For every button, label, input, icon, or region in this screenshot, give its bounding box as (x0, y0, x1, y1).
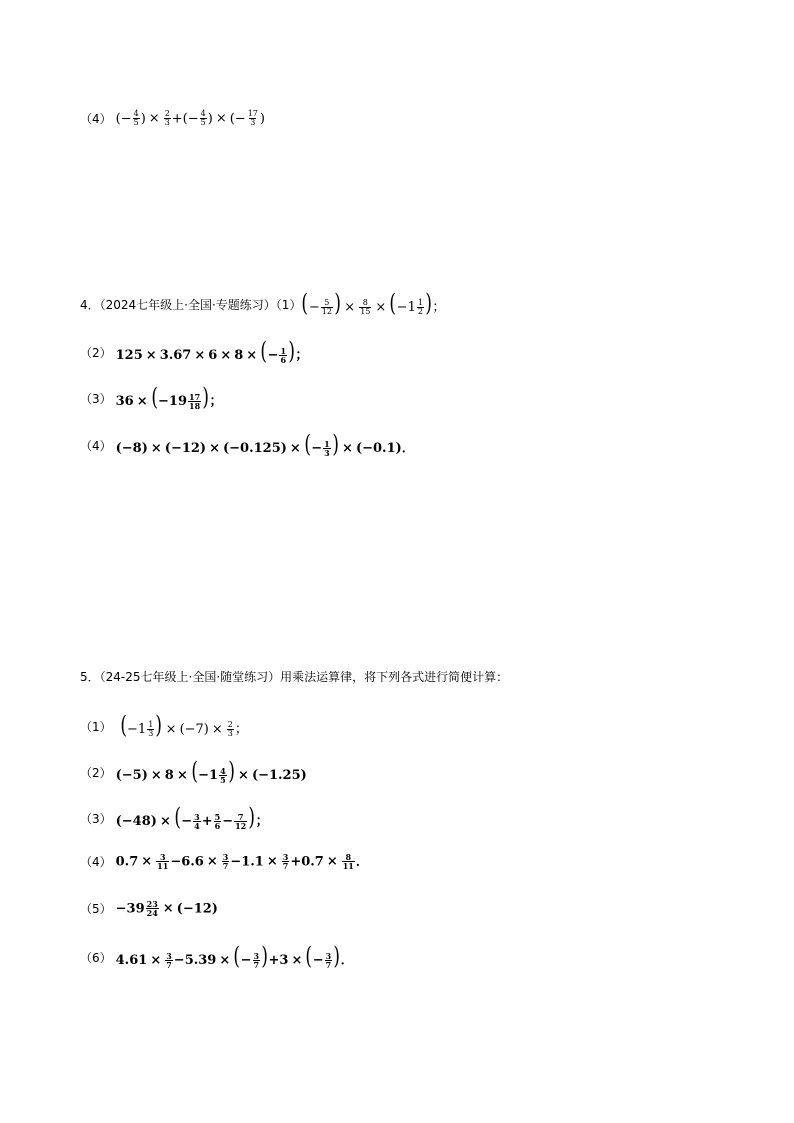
q4-item-2 (80, 337, 309, 365)
q3-item-4 (80, 110, 265, 128)
item-label: （6） (80, 950, 112, 965)
question-4-header (80, 289, 446, 317)
item-label: （1） (80, 719, 112, 734)
q5-item-6 (80, 942, 354, 970)
item-label: （2） (80, 345, 112, 360)
question-5-header (80, 671, 508, 683)
q4-item-4 (80, 430, 415, 458)
math-expression: (−48) × (− $\frac{3}{4}$ + $\frac{5}{6}$ − $\frac{7}{12}$ )； (115, 803, 269, 831)
item-label: （4） (80, 438, 112, 453)
math-expression: (−5) × 8 × (−1 $\frac{4}{5}$ ) × (−1.25) (115, 757, 307, 785)
q5-item-2 (80, 757, 307, 785)
item-label: （2） (80, 765, 112, 780)
q4-item-3 (80, 383, 223, 411)
math-expression: 4.61 × $\frac{3}{7}$ −5.39 × (− $\frac{3}{7}$ )+3 × (− $\frac{3}{7}$ )． (115, 942, 354, 970)
q5-item-3 (80, 803, 269, 831)
item-label: （4） (80, 854, 112, 869)
q5-item-5 (80, 900, 218, 918)
item-label: （3） (80, 811, 112, 826)
question-5-source: 5．（24-25七年级上·全国·随堂练习）用乘法运算律，将下列各式进行简便计算： (80, 670, 509, 684)
math-expression: 36 × (−19 $\frac{17}{18}$ )； (115, 383, 223, 411)
math-expression: 125 × 3.67 × 6 × 8 × (− $\frac{1}{6}$ )； (115, 337, 309, 365)
math-expression: 0.7 × $\frac{3}{11}$ −6.6 × $\frac{3}{7}$ −1.1 × $\frac{3}{7}$ +0.7 × $\frac{8}{11}$ ． (115, 852, 369, 872)
math-expression: (−1 $\frac{1}{3}$ ) × (−7) × $\frac{2}{3}$ ； (120, 711, 248, 739)
math-expression: (− $\frac{4}{5}$ ) × $\frac{2}{3}$ +(− $\frac{4}{5}$ ) × (− $\frac{17}{3}$ ) (115, 109, 265, 128)
item-label: （4） (80, 111, 112, 126)
math-expression: −39 $\frac{23}{24}$ × (−12) (115, 899, 218, 919)
question-4-source: 4．（2024七年级上·全国·专题练习）（1） (80, 297, 302, 312)
math-expression: (−8) × (−12) × (−0.125) × (− $\frac{1}{3}$ ) × (−0.1)． (115, 430, 415, 458)
item-label: （3） (80, 391, 112, 406)
math-expression: (− $\frac{5}{12}$ ) × $\frac{8}{15}$ × (−1 $\frac{1}{2}$ )； (301, 289, 446, 317)
q5-item-4 (80, 853, 369, 871)
q5-item-1 (80, 711, 248, 739)
item-label: （5） (80, 901, 112, 916)
